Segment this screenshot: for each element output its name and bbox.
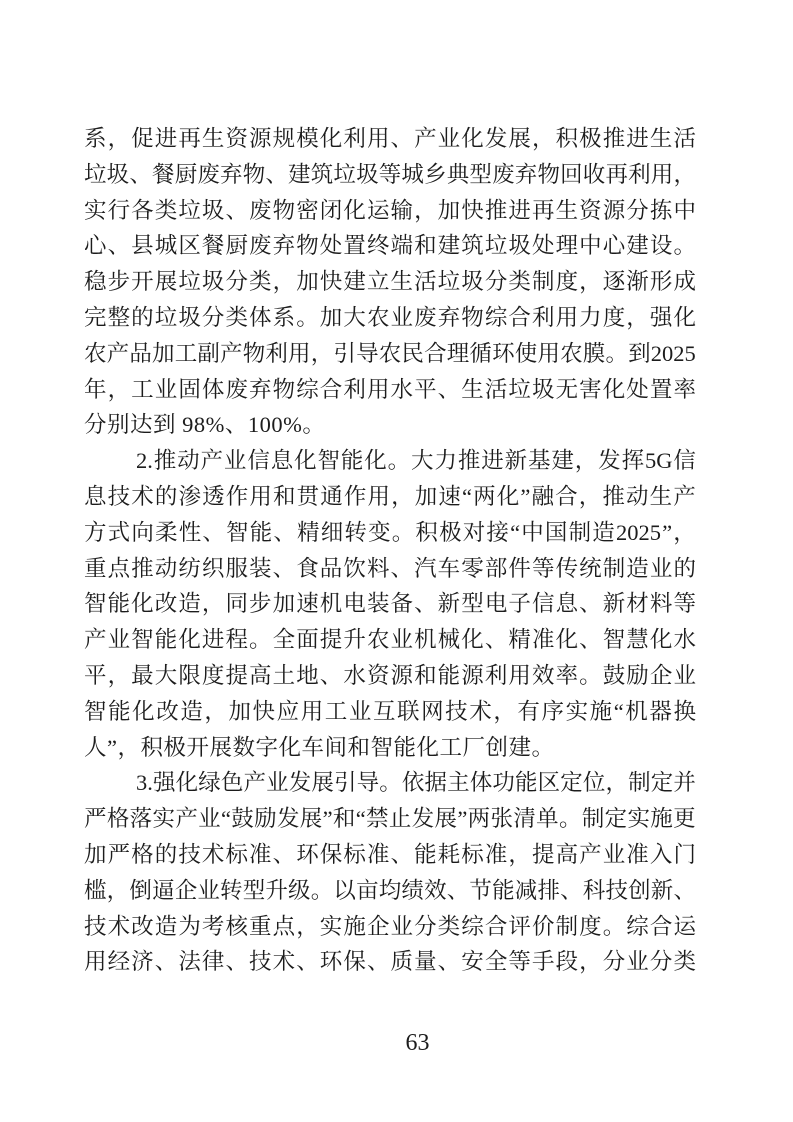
text-line: 3. 强 化 绿 色 产 业 发 展 引 导 。 依 据 主 体 功 能 区 定 位 ， 制 定 并 — [136, 770, 696, 796]
text-line: 系 ， 促 进 再 生 资 源 规 模 化 利 用 、 产 业 化 发 展 ， 积 极 推 进 生 活 — [84, 126, 696, 151]
text-line: 技 术 改 造 为 考 核 重 点 ， 实 施 企 业 分 类 综 合 评 价 制 度 。 综 合 运 — [84, 913, 696, 939]
paragraph — [84, 443, 696, 765]
text-line: 方 式 向 柔 性 、 智 能 、 精 细 转 变 。 积 极 对 接 “ 中 国 制 造 2025 ” ， — [84, 519, 696, 545]
text-line: 用 经 济 、 法 律 、 技 术 、 环 保 、 质 量 、 安 全 等 手 段 ， 分 业 分 类 — [84, 949, 696, 975]
text-line: 加 严 格 的 技 术 标 准 、 环 保 标 准 、 能 耗 标 准 ， 提 高 产 业 准 入 门 — [84, 841, 696, 867]
text-line: 年 ， 工 业 固 体 废 弃 物 综 合 利 用 水 平 、 生 活 垃 圾 无 害 化 处 置 率 — [84, 376, 696, 402]
text-line: 智 能 化 改 造 ， 同 步 加 速 机 电 装 备 、 新 型 电 子 信 息 、 新 材 料 等 — [84, 591, 696, 617]
text-line: 息 技 术 的 渗 透 作 用 和 贯 通 作 用 ， 加 速 “ 两 化 ” 融 合 ， 推 动 生 产 — [84, 483, 696, 509]
text-line: 平 ， 最 大 限 度 提 高 土 地 、 水 资 源 和 能 源 利 用 效 率 。 鼓 励 企 业 — [84, 662, 696, 688]
text-line: 分别达到 98%、100%。 — [84, 412, 326, 438]
text-line: 智 能 化 改 造 ， 加 快 应 用 工 业 互 联 网 技 术 ， 有 序 实 施 “ 机 器 换 — [84, 698, 696, 724]
paragraph — [84, 765, 696, 980]
text-line: 严 格 落 实 产 业 “ 鼓 励 发 展 ” 和 “ 禁 止 发 展 ” 两 张 清 单 。 制 定 实 施 更 — [84, 806, 696, 832]
text-line: 垃 圾 、 餐 厨 废 弃 物 、 建 筑 垃 圾 等 城 乡 典 型 废 弃 物 回 收 再 利 用 ， — [84, 161, 696, 187]
text-line: 心 、 县 城 区 餐 厨 废 弃 物 处 置 终 端 和 建 筑 垃 圾 处 理 中 心 建 设 。 — [84, 233, 696, 259]
text-line: 产 业 智 能 化 进 程 。 全 面 提 升 农 业 机 械 化 、 精 准 化 、 智 慧 化 水 — [84, 627, 696, 653]
text-line: 槛 ， 倒 逼 企 业 转 型 升 级 。 以 亩 均 绩 效 、 节 能 减 排 、 科 技 创 新 、 — [84, 877, 696, 903]
paragraph — [84, 121, 696, 443]
text-line: 稳 步 开 展 垃 圾 分 类 ， 加 快 建 立 生 活 垃 圾 分 类 制 度 ， 逐 渐 形 成 — [84, 269, 696, 295]
text-line: 人”，积极开展数字化车间和智能化工厂创建。 — [84, 734, 555, 760]
text-line: 实 行 各 类 垃 圾 、 废 物 密 闭 化 运 输 ， 加 快 推 进 再 生 资 源 分 拣 中 — [84, 197, 696, 223]
text-line: 农 产 品 加 工 副 产 物 利 用 ， 引 导 农 民 合 理 循 环 使 用 农 膜 。 到 2025 — [84, 340, 696, 366]
text-line: 2. 推 动 产 业 信 息 化 智 能 化 。 大 力 推 进 新 基 建 ， 发 挥 5G 信 — [136, 448, 696, 474]
page-number: 63 — [405, 1030, 430, 1056]
text-line: 重 点 推 动 纺 织 服 装 、 食 品 饮 料 、 汽 车 零 部 件 等 传 统 制 造 业 的 — [84, 555, 696, 581]
text-line: 完 整 的 垃 圾 分 类 体 系 。 加 大 农 业 废 弃 物 综 合 利 用 力 度 ， 强 化 — [84, 304, 696, 330]
page-body-text — [84, 121, 696, 980]
